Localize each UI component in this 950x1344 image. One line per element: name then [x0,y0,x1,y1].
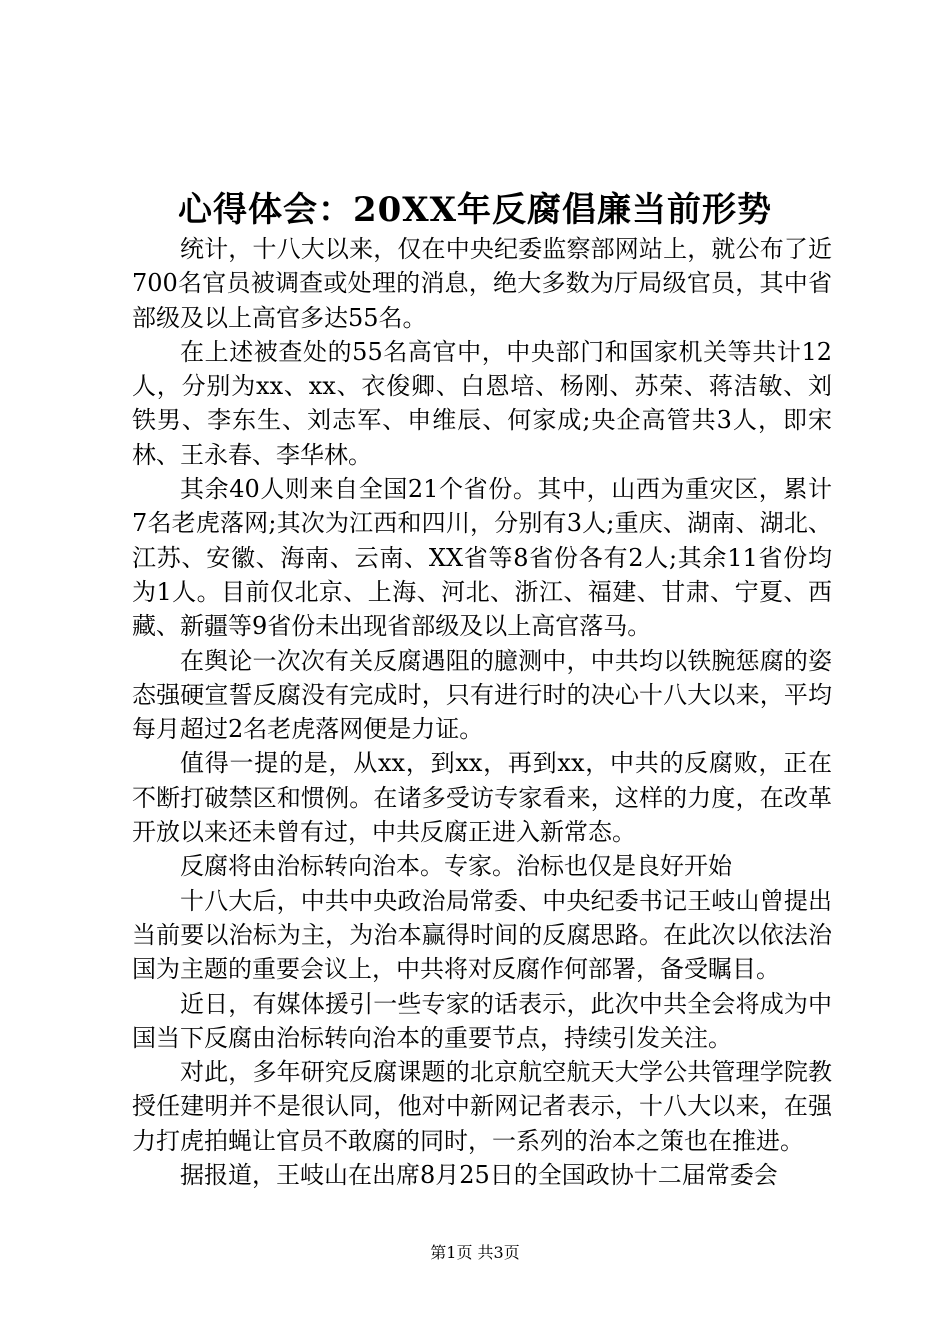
document-title: 心得体会：20XX年反腐倡廉当前形势 [177,190,773,230]
paragraph: 十八大后，中共中央政治局常委、中央纪委书记王岐山曾提出当前要以治标为主，为治本赢得时间的反腐思路。在此次以依法治国为主题的重要会议上，中共将对反腐作何部署，备受瞩目。 [132,886,832,984]
paragraph: 值得一提的是，从xx，到xx，再到xx，中共的反腐败，正在不断打破禁区和惯例。在诸多受访专家看来，这样的力度，在改革开放以来还未曾有过，中共反腐正进入新常态。 [132,749,832,847]
document-body [132,232,832,1192]
paragraph: 其余40人则来自全国21个省份。其中，山西为重灾区，累计7名老虎落网;其次为江西和四川，分别有3人;重庆、湖南、湖北、江苏、安徽、海南、云南、XX省等8省份各有2人;其余11省份均为1人。目前仅北京、上海、河北、浙江、福建、甘肃、宁夏、西藏、新疆等9省份未出现省部级及以上高官落马。 [132,475,832,641]
paragraph: 统计，十八大以来，仅在中央纪委监察部网站上，就公布了近700名官员被调查或处理的消息，绝大多数为厅局级官员，其中省部级及以上高官多达55名。 [132,235,832,332]
paragraph: 对此，多年研究反腐课题的北京航空航天大学公共管理学院教授任建明并不是很认同，他对中新网记者表示，十八大以来，在强力打虎拍蝇让官员不敢腐的同时，一系列的治本之策也在推进。 [132,1058,832,1155]
paragraph: 据报道，王岐山在出席8月25日的全国政协十二届常委会 [180,1161,778,1190]
paragraph: 在舆论一次次有关反腐遇阻的臆测中，中共均以铁腕惩腐的姿态强硬宣誓反腐没有完成时，只有进行时的决心十八大以来，平均每月超过2名老虎落网便是力证。 [132,646,832,744]
page-footer: 第1页 共3页 [430,1243,520,1262]
paragraph: 在上述被查处的55名高官中，中央部门和国家机关等共计12人，分别为xx、xx、衣俊卿、白恩培、杨刚、苏荣、蒋洁敏、刘铁男、李东生、刘志军、申维辰、何家成;央企高管共3人，即宋林、王永春、李华林。 [132,337,832,469]
paragraph: 近日，有媒体援引一些专家的话表示，此次中共全会将成为中国当下反腐由治标转向治本的重要节点，持续引发关注。 [132,989,832,1052]
paragraph: 反腐将由治标转向治本。专家。治标也仅是良好开始 [180,852,732,881]
